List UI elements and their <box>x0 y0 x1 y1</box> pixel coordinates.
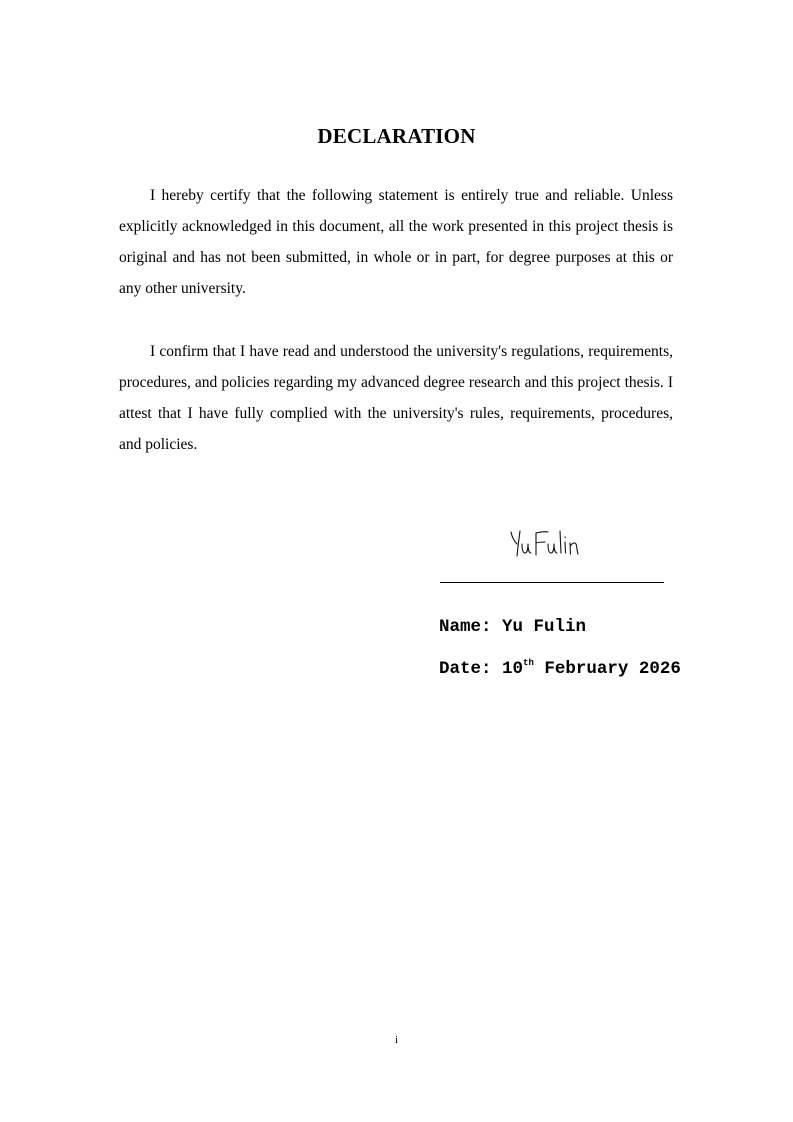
name-line <box>439 616 586 638</box>
page-title: DECLARATION <box>317 124 476 148</box>
date-label: Date: <box>439 659 492 679</box>
name-label: Name: <box>439 617 492 637</box>
signature-text: YuFulin <box>505 522 509 523</box>
date-line <box>439 658 681 680</box>
signature-line <box>440 570 664 583</box>
name-value: Yu Fulin <box>502 617 587 637</box>
declaration-paragraph-1: I hereby certify that the following statement is entirely true and reliable. Unless explicitly acknowledged in this document, all the work presented in this project thesis is original and has not been submitted, in whole or in part, for degree purposes at this or any other university. <box>119 187 673 297</box>
declaration-paragraph-2: I confirm that I have read and understood the university's regulations, requirements, procedures, and policies regarding my advanced degree research and this project thesis. I attest that I have fully complied with the university's rules, requirements, procedures, and policies. <box>119 343 673 453</box>
date-month-year: February 2026 <box>544 659 681 679</box>
page-number: i <box>394 1034 399 1046</box>
date-day: 10 <box>502 659 524 679</box>
date-ordinal-suffix: th <box>523 658 534 668</box>
handwritten-signature <box>505 522 595 562</box>
